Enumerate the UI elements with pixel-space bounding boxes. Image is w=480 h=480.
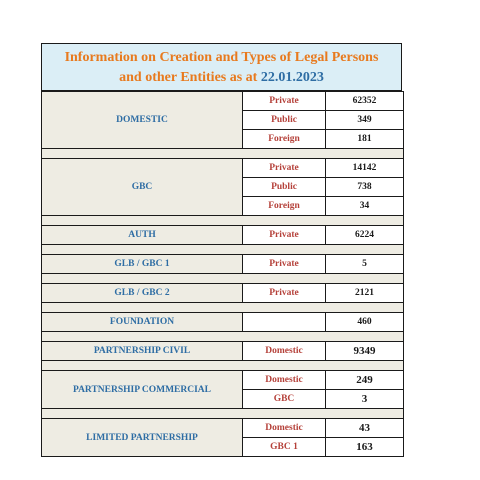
table-title [41,43,402,91]
spacer-cell [42,409,404,419]
spacer-cell [42,274,404,284]
type-cell: Domestic [243,419,326,438]
table-row [42,159,404,178]
title-line-2 [42,68,401,88]
value-cell: 181 [326,130,404,149]
entity-partnership-civil: PARTNERSHIP CIVIL [42,342,243,361]
table-row [42,284,404,303]
type-cell: Domestic [243,342,326,361]
spacer-cell [42,216,404,226]
spacer-row [42,361,404,371]
type-cell: Foreign [243,130,326,149]
value-cell: 460 [326,313,404,332]
type-cell [243,313,326,332]
value-cell: 2121 [326,284,404,303]
value-cell: 349 [326,111,404,130]
spacer-cell [42,332,404,342]
spacer-row [42,245,404,255]
table-row [42,92,404,111]
spacer-row [42,274,404,284]
type-cell: GBC 1 [243,438,326,457]
value-cell: 34 [326,197,404,216]
spacer-cell [42,303,404,313]
table-row [42,313,404,332]
value-cell: 163 [326,438,404,457]
spacer-row [42,216,404,226]
type-cell: Private [243,159,326,178]
entity-partnership-commercial: PARTNERSHIP COMMERCIAL [42,371,243,409]
value-cell: 43 [326,419,404,438]
entity-limited-partnership: LIMITED PARTNERSHIP [42,419,243,457]
title-date: 22.01.2023 [260,70,324,85]
title-line-1: Information on Creation and Types of Legal Persons [64,50,379,65]
type-cell: Public [243,111,326,130]
spacer-row [42,332,404,342]
value-cell: 14142 [326,159,404,178]
type-cell: Public [243,178,326,197]
value-cell: 738 [326,178,404,197]
entities-table [41,91,404,457]
entity-foundation: FOUNDATION [42,313,243,332]
table-row [42,419,404,438]
spacer-cell [42,149,404,159]
spacer-cell [42,245,404,255]
value-cell: 62352 [326,92,404,111]
value-cell: 3 [326,390,404,409]
spacer-row [42,409,404,419]
table-row [42,226,404,245]
type-cell: Private [243,226,326,245]
entity-gbc: GBC [42,159,243,216]
type-cell: Private [243,255,326,274]
type-cell: Domestic [243,371,326,390]
type-cell: Private [243,284,326,303]
entity-glb-gbc2: GLB / GBC 2 [42,284,243,303]
entity-domestic: DOMESTIC [42,92,243,149]
spacer-row [42,149,404,159]
type-cell: Private [243,92,326,111]
type-cell: Foreign [243,197,326,216]
value-cell: 5 [326,255,404,274]
value-cell: 6224 [326,226,404,245]
value-cell: 9349 [326,342,404,361]
spacer-cell [42,361,404,371]
entity-glb-gbc1: GLB / GBC 1 [42,255,243,274]
table-row [42,342,404,361]
title-line-2-prefix: and other Entities as at [119,70,261,85]
table-row [42,255,404,274]
spacer-row [42,303,404,313]
entities-table-container [41,43,402,457]
type-cell: GBC [243,390,326,409]
value-cell: 249 [326,371,404,390]
table-row [42,371,404,390]
entity-auth: AUTH [42,226,243,245]
